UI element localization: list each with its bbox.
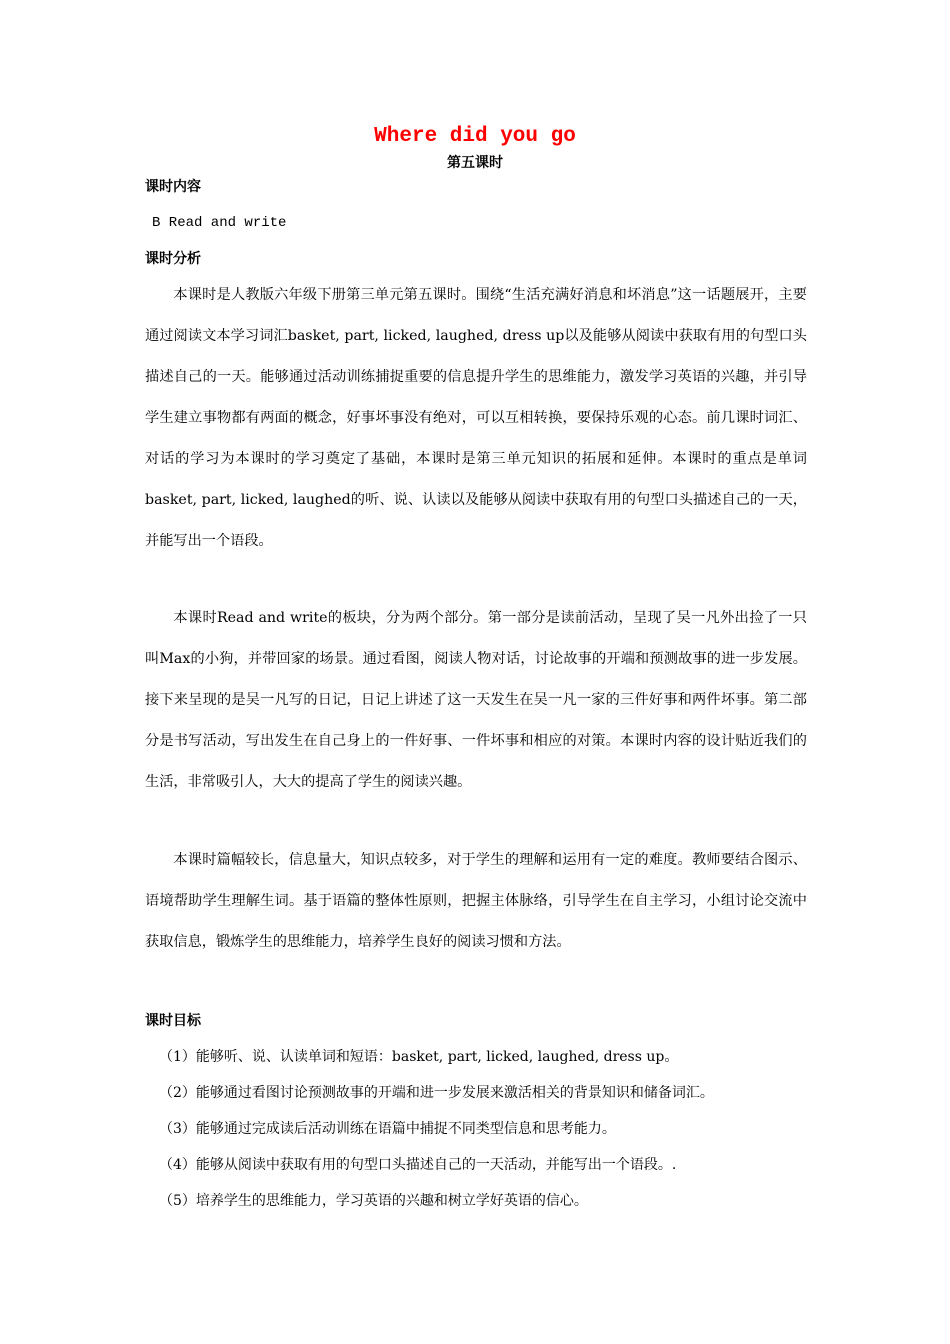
goals-list [145,1044,825,1224]
goal-item: （5）培养学生的思维能力，学习英语的兴趣和树立学好英语的信心。 [159,1193,588,1209]
document-subtitle: 第五课时 [447,155,503,171]
lesson-content-text: B Read and write [152,215,287,231]
analysis-paragraph-2: 本课时Read and write的板块，分为两个部分。第一部分是读前活动，呈现了吴一凡外出捡了一只叫Max的小狗，并带回家的场景。通过看图，阅读人物对话，讨论故事的开端和预测故事的进一步发展。接下来呈现的是吴一凡写的日记，日记上讲述了这一天发生在吴一凡一家的三件好事和两件坏事。第二部分是书写活动，写出发生在自己身上的一件好事、一件坏事和相应的对策。本课时内容的设计贴近我们的生活，非常吸引人，大大的提高了学生的阅读兴趣。 [145,610,807,790]
goal-item: （4）能够从阅读中获取有用的句型口头描述自己的一天活动，并能写出一个语段。. [159,1157,677,1173]
analysis-paragraph-1: 本课时是人教版六年级下册第三单元第五课时。围绕“生活充满好消息和坏消息”这一话题展开，主要通过阅读文本学习词汇basket, part, licked, laughed, dress up以及能够从阅读中获取有用的句型口头描述自己的一天。能够通过活动训练捕捉重要的信息提升学生的思维能力，激发学习英语的兴趣，并引导学生建立事物都有两面的概念，好事坏事没有绝对，可以互相转换，要保持乐观的心态。前几课时词汇、对话的学习为本课时的学习奠定了基础，本课时是第三单元知识的拓展和延伸。本课时的重点是单词basket, part, licked, laughed的听、说、认读以及能够从阅读中获取有用的句型口头描述自己的一天，并能写出一个语段。 [145,287,807,549]
section-heading-content: 课时内容 [145,179,201,195]
goal-item: （1）能够听、说、认读单词和短语：basket, part, licked, laughed, dress up。 [159,1049,679,1065]
goal-item: （3）能够通过完成读后活动训练在语篇中捕捉不同类型信息和思考能力。 [159,1121,616,1137]
analysis-paragraph-3: 本课时篇幅较长，信息量大，知识点较多，对于学生的理解和运用有一定的难度。教师要结合图示、语境帮助学生理解生词。基于语篇的整体性原则，把握主体脉络，引导学生在自主学习，小组讨论交流中获取信息，锻炼学生的思维能力，培养学生良好的阅读习惯和方法。 [145,852,807,950]
section-heading-analysis: 课时分析 [145,251,201,267]
document-title: Where did you go [374,125,576,148]
section-heading-goals: 课时目标 [145,1013,201,1029]
goal-item: （2）能够通过看图讨论预测故事的开端和进一步发展来激活相关的背景知识和储备词汇。 [159,1085,714,1101]
